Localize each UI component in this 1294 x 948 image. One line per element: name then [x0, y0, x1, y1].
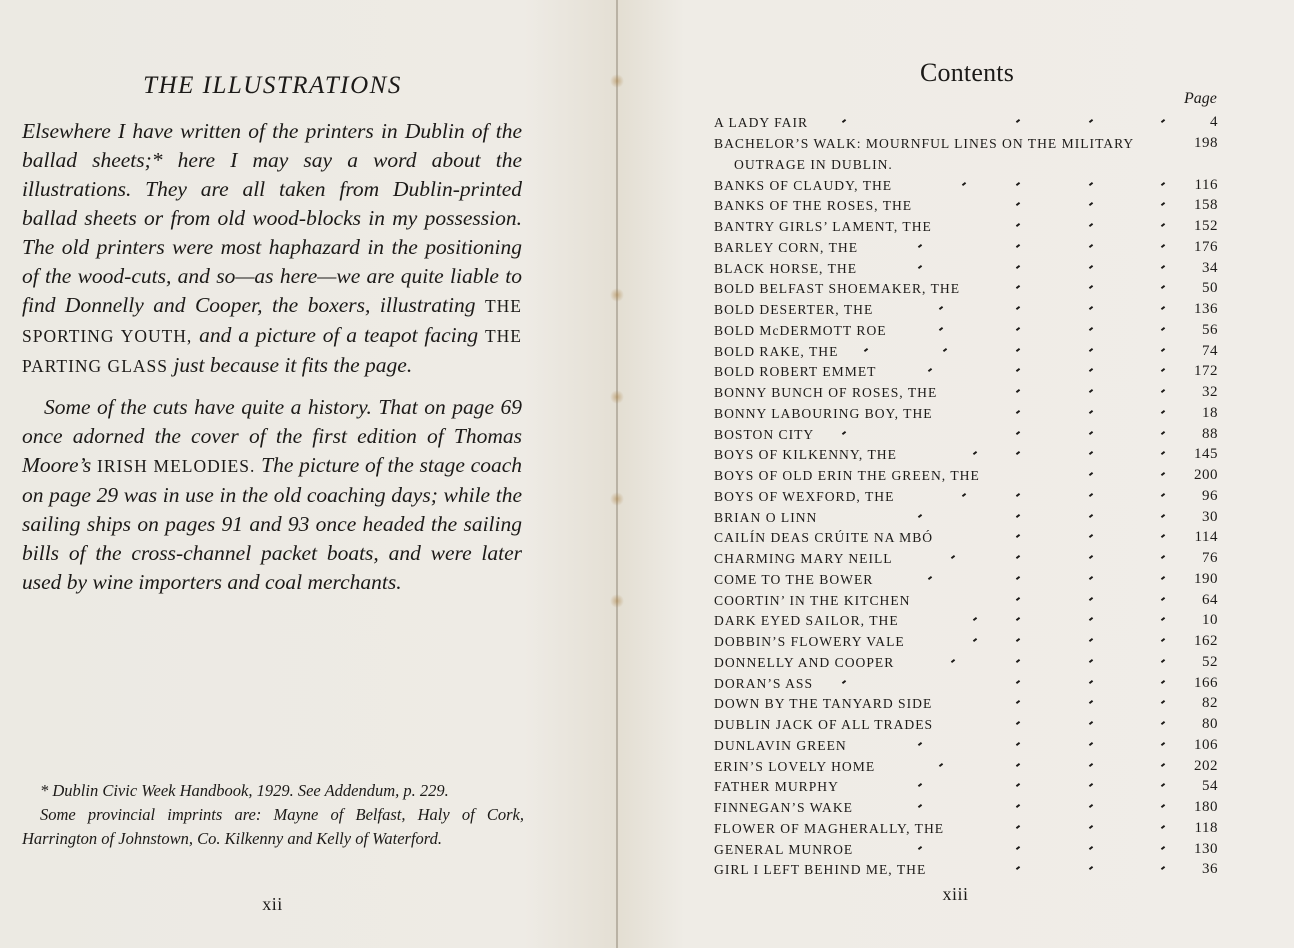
leader-tick-icon	[1161, 866, 1165, 870]
leader-tick-icon	[1016, 825, 1020, 829]
entry-page-number: 76	[1202, 550, 1218, 566]
binding-stitch	[610, 492, 624, 506]
contents-entry[interactable]	[714, 798, 1218, 819]
leader-tick-icon	[1089, 119, 1093, 123]
leader-tick-icon	[1161, 617, 1165, 621]
leader-tick-icon	[1016, 223, 1020, 227]
entry-title: BOLD DESERTER, THE	[714, 302, 874, 317]
contents-entry[interactable]	[714, 113, 1218, 134]
leader-tick-icon	[1161, 555, 1165, 559]
entry-page-number: 162	[1194, 633, 1218, 649]
entry-page-number: 52	[1202, 653, 1218, 670]
leader-tick-icon	[1089, 534, 1093, 538]
entry-page-number: 96	[1202, 487, 1218, 504]
leader-tick-icon	[1161, 451, 1165, 455]
contents-list	[714, 113, 1218, 881]
contents-entry[interactable]	[714, 757, 1218, 778]
text-run: Some of the cuts have quite a history. That on page 69 once adorned the cover of the first edition of Thomas Moore’s	[22, 395, 522, 477]
leader-tick-icon	[1016, 513, 1020, 517]
leader-tick-icon	[1089, 617, 1093, 621]
leader-tick-icon	[1161, 472, 1165, 476]
binding-stitch	[610, 288, 624, 302]
entry-page-number: 18	[1202, 404, 1218, 421]
entry-title-continuation: OUTRAGE IN DUBLIN.	[734, 156, 893, 172]
leader-tick-icon	[1016, 202, 1020, 206]
leader-tick-icon	[842, 430, 846, 434]
leader-tick-icon	[1161, 845, 1165, 849]
contents-entry[interactable]	[714, 196, 1218, 217]
leader-tick-icon	[1089, 264, 1093, 268]
entry-title: DORAN’S ASS	[714, 675, 814, 691]
contents-entry[interactable]	[714, 466, 1218, 487]
leader-tick-icon	[1016, 762, 1020, 766]
contents-entry[interactable]	[714, 777, 1218, 798]
leader-tick-icon	[1016, 679, 1020, 683]
leader-tick-icon	[1161, 596, 1165, 600]
contents-entry[interactable]	[714, 674, 1218, 695]
contents-entry[interactable]	[714, 342, 1218, 363]
leader-tick-icon	[1016, 493, 1020, 497]
contents-entry[interactable]	[714, 715, 1218, 736]
contents-entry[interactable]	[714, 300, 1218, 321]
contents-entry[interactable]	[714, 487, 1218, 508]
leader-tick-icon	[1089, 472, 1093, 476]
entry-page-number: 172	[1194, 363, 1218, 380]
contents-entry-continuation	[714, 155, 1218, 176]
entry-title: BOLD BELFAST SHOEMAKER, THE	[714, 281, 961, 297]
contents-entry[interactable]	[714, 611, 1218, 632]
binding-stitch	[610, 594, 624, 608]
entry-title: DARK EYED SAILOR, THE	[714, 613, 899, 629]
entry-title: CHARMING MARY NEILL	[714, 551, 893, 566]
footnotes	[22, 779, 524, 851]
entry-title: BOLD McDERMOTT ROE	[714, 322, 887, 338]
entry-page-number: 190	[1194, 570, 1218, 587]
contents-entry[interactable]	[714, 383, 1218, 404]
leader-tick-icon	[1161, 825, 1165, 829]
page-number: xiii	[942, 884, 969, 904]
leader-tick-icon	[939, 762, 943, 766]
leader-tick-icon	[1016, 700, 1020, 704]
leader-tick-icon	[1016, 866, 1020, 870]
leader-tick-icon	[1089, 410, 1093, 414]
text-run: The picture of the stage coach on page 29 was in use in the old coaching days; while the sailing ships on pages 91 and 93 once headed the sailing bills of the cross-channel packet boats, and were later used by wine importers and coal merchants.	[22, 453, 523, 594]
entry-page-number: 82	[1202, 695, 1218, 712]
entry-title: BOLD ROBERT EMMET	[714, 364, 877, 380]
leader-tick-icon	[1089, 783, 1093, 787]
leader-tick-icon	[1016, 327, 1020, 331]
small-caps-title: THE PARTING GLASS	[22, 326, 522, 376]
book-gutter	[616, 0, 618, 948]
contents-entry[interactable]	[714, 694, 1218, 715]
entry-title: DOBBIN’S FLOWERY VALE	[714, 634, 905, 649]
body-paragraph	[22, 393, 522, 597]
leader-tick-icon	[1089, 638, 1093, 642]
entry-page-number: 180	[1194, 799, 1218, 815]
entry-title: GENERAL MUNROE	[714, 841, 854, 857]
leader-tick-icon	[1016, 306, 1020, 310]
leader-tick-icon	[1089, 742, 1093, 746]
leader-tick-icon	[1089, 866, 1093, 870]
leader-tick-icon	[918, 783, 922, 787]
entry-page-number: 30	[1202, 508, 1218, 525]
leader-tick-icon	[1089, 576, 1093, 580]
entry-title: BRIAN O LINN	[714, 509, 818, 525]
entry-page-number: 145	[1194, 446, 1218, 463]
leader-tick-icon	[918, 513, 922, 517]
illustrations-body	[22, 117, 522, 609]
entry-page-number: 54	[1202, 778, 1218, 795]
leader-tick-icon	[1016, 742, 1020, 746]
leader-tick-icon	[1161, 223, 1165, 227]
contents-entry[interactable]	[714, 860, 1218, 881]
leader-tick-icon	[1016, 410, 1020, 414]
contents-entry[interactable]	[714, 840, 1218, 861]
leader-tick-icon	[943, 347, 947, 351]
leader-tick-icon	[1089, 181, 1093, 185]
leader-tick-icon	[918, 244, 922, 248]
leader-tick-icon	[1161, 410, 1165, 414]
entry-title: FLOWER OF MAGHERALLY, THE	[714, 820, 945, 836]
leader-tick-icon	[918, 264, 922, 268]
footnote-line: Harrington of Johnstown, Co. Kilkenny and Kelly of Waterford.	[22, 829, 442, 848]
leader-tick-icon	[842, 119, 846, 123]
leader-tick-icon	[1089, 327, 1093, 331]
contents-entry[interactable]	[714, 528, 1218, 549]
entry-title: BLACK HORSE, THE	[714, 260, 858, 276]
leader-tick-icon	[1089, 430, 1093, 434]
entry-page-number: 64	[1202, 591, 1218, 608]
leader-tick-icon	[1161, 679, 1165, 683]
contents-entry[interactable]	[714, 819, 1218, 840]
entry-title: BONNY LABOURING BOY, THE	[714, 405, 933, 421]
leader-tick-icon	[1016, 181, 1020, 185]
leader-tick-icon	[1016, 389, 1020, 393]
leader-tick-icon	[864, 347, 868, 351]
page-title: THE ILLUSTRATIONS	[143, 72, 402, 99]
leader-tick-icon	[842, 679, 846, 683]
leader-tick-icon	[950, 659, 954, 663]
leader-tick-icon	[1161, 264, 1165, 268]
leader-tick-icon	[1161, 762, 1165, 766]
entry-title: FINNEGAN’S WAKE	[714, 800, 853, 815]
leader-tick-icon	[1161, 513, 1165, 517]
entry-title: COME TO THE BOWER	[714, 571, 874, 587]
leader-tick-icon	[1016, 451, 1020, 455]
leader-tick-icon	[1016, 534, 1020, 538]
leader-tick-icon	[1161, 721, 1165, 725]
leader-tick-icon	[1016, 430, 1020, 434]
leader-tick-icon	[1016, 285, 1020, 289]
contents-entry[interactable]	[714, 217, 1218, 238]
leader-tick-icon	[1161, 306, 1165, 310]
leader-tick-icon	[1089, 513, 1093, 517]
entry-title: BOLD RAKE, THE	[714, 343, 839, 359]
entry-page-number: 10	[1202, 612, 1218, 629]
body-paragraph	[22, 117, 522, 381]
leader-tick-icon	[1089, 825, 1093, 829]
leader-tick-icon	[1016, 659, 1020, 663]
entry-title: BOSTON CITY	[714, 426, 815, 442]
leader-tick-icon	[1089, 596, 1093, 600]
entry-page-number: 32	[1202, 384, 1218, 400]
page-number: xii	[262, 894, 283, 914]
entry-title: BOYS OF WEXFORD, THE	[714, 488, 895, 504]
entry-title: BOYS OF OLD ERIN THE GREEN, THE	[714, 468, 980, 483]
small-caps-title: IRISH MELODIES.	[97, 456, 256, 476]
leader-tick-icon	[1161, 742, 1165, 746]
entry-page-number: 106	[1194, 736, 1218, 753]
entry-page-number: 130	[1194, 840, 1218, 857]
entry-title: FATHER MURPHY	[714, 779, 839, 795]
leader-tick-icon	[962, 181, 966, 185]
leader-tick-icon	[1161, 181, 1165, 185]
entry-page-number: 136	[1194, 301, 1218, 317]
leader-tick-icon	[973, 638, 977, 642]
leader-tick-icon	[1089, 700, 1093, 704]
leader-tick-icon	[1161, 119, 1165, 123]
leader-tick-icon	[1161, 659, 1165, 663]
contents-entry[interactable]	[714, 591, 1218, 612]
entry-title: BOYS OF KILKENNY, THE	[714, 447, 897, 463]
contents-entry[interactable]	[714, 176, 1218, 197]
entry-title: A LADY FAIR	[714, 115, 809, 130]
leader-tick-icon	[1161, 430, 1165, 434]
entry-title: DUBLIN JACK OF ALL TRADES	[714, 717, 934, 732]
footnote-line: Some provincial imprints are: Mayne of Belfast, Haly of Cork,	[40, 805, 524, 824]
leader-tick-icon	[939, 306, 943, 310]
small-caps-title: THE SPORTING YOUTH,	[22, 296, 522, 346]
leader-tick-icon	[1016, 119, 1020, 123]
contents-entry[interactable]	[714, 321, 1218, 342]
text-run: and a picture of a teapot facing	[192, 323, 485, 347]
contents-entry[interactable]	[714, 362, 1218, 383]
contents-entry[interactable]	[714, 134, 1218, 155]
leader-tick-icon	[1161, 244, 1165, 248]
entry-page-number: 80	[1202, 716, 1218, 732]
leader-tick-icon	[1016, 576, 1020, 580]
entry-title: DOWN BY THE TANYARD SIDE	[714, 696, 933, 712]
entry-page-number: 34	[1202, 259, 1218, 276]
entry-title: BANTRY GIRLS’ LAMENT, THE	[714, 219, 932, 234]
leader-tick-icon	[1161, 493, 1165, 497]
entry-page-number: 88	[1202, 425, 1218, 442]
entry-title: BACHELOR’S WALK: MOURNFUL LINES ON THE MILITARY	[714, 135, 1135, 151]
leader-tick-icon	[1089, 659, 1093, 663]
contents-entry[interactable]	[714, 445, 1218, 466]
leader-tick-icon	[1161, 368, 1165, 372]
entry-page-number: 176	[1194, 238, 1218, 255]
leader-tick-icon	[1089, 679, 1093, 683]
entry-title: COORTIN’ IN THE KITCHEN	[714, 592, 911, 608]
contents-title: Contents	[919, 58, 1015, 87]
leader-tick-icon	[1016, 264, 1020, 268]
leader-tick-icon	[1016, 555, 1020, 559]
leader-tick-icon	[928, 368, 932, 372]
entry-title: BANKS OF CLAUDY, THE	[714, 177, 893, 193]
entry-page-number: 56	[1202, 321, 1218, 338]
entry-page-number: 200	[1194, 467, 1218, 483]
leader-tick-icon	[1161, 534, 1165, 538]
leader-tick-icon	[1016, 596, 1020, 600]
leader-tick-icon	[1016, 783, 1020, 787]
leader-tick-icon	[1161, 347, 1165, 351]
leader-tick-icon	[973, 617, 977, 621]
leader-tick-icon	[1161, 202, 1165, 206]
leader-tick-icon	[918, 804, 922, 808]
leader-tick-icon	[950, 555, 954, 559]
leader-tick-icon	[1089, 223, 1093, 227]
contents-entry[interactable]	[714, 238, 1218, 259]
entry-title: DUNLAVIN GREEN	[714, 737, 847, 753]
entry-page-number: 114	[1194, 529, 1218, 546]
contents-entry[interactable]	[714, 736, 1218, 757]
leader-tick-icon	[1016, 721, 1020, 725]
entry-page-number: 158	[1194, 197, 1218, 214]
leader-tick-icon	[1089, 555, 1093, 559]
text-run: Elsewhere I have written of the printers in Dublin of the ballad sheets;* here I may say a word about the illustrations. They are all taken from Dublin-printed ballad sheets or from old wood-blocks in my possession. The old printers were most haphazard in the positioning of the wood-cuts, and so—as here—we are quite liable to find Donnelly and Cooper, the boxers, illustrating	[22, 119, 522, 317]
leader-tick-icon	[1089, 347, 1093, 351]
entry-page-number: 118	[1194, 819, 1218, 836]
entry-title: GIRL I LEFT BEHIND ME, THE	[714, 862, 927, 878]
leader-tick-icon	[1016, 368, 1020, 372]
entry-page-number: 198	[1194, 134, 1218, 151]
leader-tick-icon	[928, 576, 932, 580]
left-page	[0, 0, 617, 948]
contents-entry[interactable]	[714, 425, 1218, 446]
leader-tick-icon	[1089, 202, 1093, 206]
leader-tick-icon	[1016, 804, 1020, 808]
leader-tick-icon	[1089, 451, 1093, 455]
entry-page-number: 4	[1210, 114, 1218, 130]
contents-entry[interactable]	[714, 279, 1218, 300]
leader-tick-icon	[918, 845, 922, 849]
entry-title: BARLEY CORN, THE	[714, 239, 859, 255]
binding-stitch	[610, 390, 624, 404]
leader-tick-icon	[1089, 762, 1093, 766]
leader-tick-icon	[962, 493, 966, 497]
leader-tick-icon	[1161, 783, 1165, 787]
page-column-header: Page	[1184, 90, 1217, 107]
entry-title: BANKS OF THE ROSES, THE	[714, 198, 913, 214]
leader-tick-icon	[1089, 285, 1093, 289]
entry-page-number: 50	[1202, 280, 1218, 297]
leader-tick-icon	[1089, 804, 1093, 808]
leader-tick-icon	[918, 742, 922, 746]
leader-tick-icon	[1161, 285, 1165, 289]
entry-page-number: 202	[1194, 757, 1218, 774]
leader-tick-icon	[1161, 700, 1165, 704]
entry-page-number: 74	[1202, 342, 1218, 359]
leader-tick-icon	[1089, 306, 1093, 310]
entry-title: ERIN’S LOVELY HOME	[714, 758, 876, 774]
contents-entry[interactable]	[714, 259, 1218, 280]
entry-page-number: 36	[1202, 861, 1218, 878]
leader-tick-icon	[1089, 493, 1093, 497]
leader-tick-icon	[1089, 244, 1093, 248]
leader-tick-icon	[1089, 389, 1093, 393]
leader-tick-icon	[973, 451, 977, 455]
entry-page-number: 152	[1194, 218, 1218, 234]
leader-tick-icon	[1016, 347, 1020, 351]
leader-tick-icon	[1161, 638, 1165, 642]
leader-tick-icon	[1161, 804, 1165, 808]
leader-tick-icon	[1161, 389, 1165, 393]
leader-tick-icon	[1016, 244, 1020, 248]
contents-entry[interactable]	[714, 570, 1218, 591]
contents-entry[interactable]	[714, 653, 1218, 674]
entry-title: CAILÍN DEAS CRÚITE NA MBÓ	[714, 530, 934, 546]
contents-entry[interactable]	[714, 632, 1218, 653]
entry-title: BONNY BUNCH OF ROSES, THE	[714, 385, 938, 400]
leader-tick-icon	[1089, 845, 1093, 849]
leader-tick-icon	[939, 327, 943, 331]
leader-tick-icon	[1016, 845, 1020, 849]
leader-tick-icon	[1089, 721, 1093, 725]
contents-entry[interactable]	[714, 549, 1218, 570]
leader-tick-icon	[1089, 368, 1093, 372]
text-run: just because it fits the page.	[168, 353, 413, 377]
contents-entry[interactable]	[714, 508, 1218, 529]
leader-tick-icon	[1161, 327, 1165, 331]
entry-page-number: 166	[1194, 674, 1218, 691]
contents-entry[interactable]	[714, 404, 1218, 425]
entry-page-number: 116	[1194, 176, 1218, 193]
leader-tick-icon	[1016, 617, 1020, 621]
footnote-line: * Dublin Civic Week Handbook, 1929. See Addendum, p. 229.	[40, 781, 449, 800]
leader-tick-icon	[1016, 638, 1020, 642]
entry-title: DONNELLY AND COOPER	[714, 654, 895, 670]
leader-tick-icon	[1161, 576, 1165, 580]
